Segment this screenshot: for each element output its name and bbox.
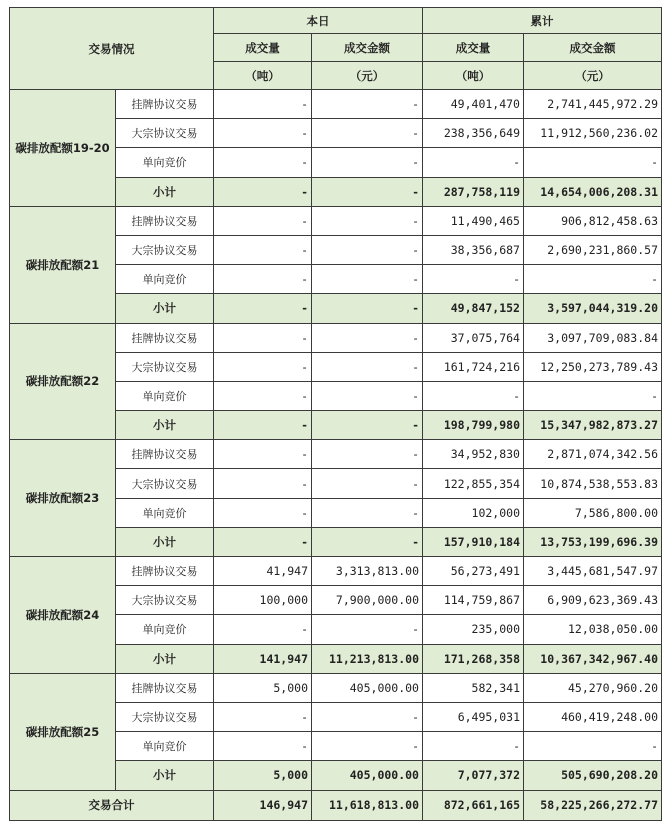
cum-amount-cell: 2,741,445,972.29	[524, 90, 662, 119]
today-amount-cell: -	[312, 381, 423, 410]
cum-amount-cell: 10,367,342,967.40	[524, 644, 662, 673]
trade-type: 单向竞价	[116, 732, 214, 761]
cum-volume-cell: 11,490,465	[423, 206, 524, 235]
today-amount-cell: -	[312, 265, 423, 294]
today-amount-cell: 405,000.00	[312, 761, 423, 790]
cum-amount-cell: 3,445,681,547.97	[524, 557, 662, 586]
group-name: 碳排放配额23	[10, 440, 116, 557]
cum-volume-unit: （吨）	[423, 62, 524, 90]
today-amount-cell: -	[312, 469, 423, 498]
table-row	[10, 90, 662, 119]
today-volume-cell: -	[214, 323, 312, 352]
trade-type: 单向竞价	[116, 381, 214, 410]
cum-amount-cell: 3,597,044,319.20	[524, 294, 662, 323]
today-volume-unit: （吨）	[214, 62, 312, 90]
cum-volume-cell: 171,268,358	[423, 644, 524, 673]
cum-volume-cell: 6,495,031	[423, 702, 524, 731]
cum-volume-cell: -	[423, 148, 524, 177]
subtotal-label: 小计	[116, 294, 214, 323]
table-row	[10, 557, 662, 586]
today-volume-cell: -	[214, 148, 312, 177]
cum-amount-cell: 45,270,960.20	[524, 673, 662, 702]
cum-volume-cell: 161,724,216	[423, 352, 524, 381]
total-row	[10, 790, 662, 820]
today-volume-cell: -	[214, 615, 312, 644]
today-volume-cell: 5,000	[214, 761, 312, 790]
subtotal-label: 小计	[116, 411, 214, 440]
cum-volume-cell: 56,273,491	[423, 557, 524, 586]
subtotal-label: 小计	[116, 177, 214, 206]
today-volume-cell: 100,000	[214, 586, 312, 615]
cum-volume-cell: 37,075,764	[423, 323, 524, 352]
today-amount-cell: -	[312, 294, 423, 323]
today-volume-header: 成交量	[214, 34, 312, 62]
cum-volume-cell: 582,341	[423, 673, 524, 702]
today-volume-cell: -	[214, 411, 312, 440]
subtotal-label: 小计	[116, 761, 214, 790]
trade-type: 挂牌协议交易	[116, 673, 214, 702]
today-volume-cell: -	[214, 90, 312, 119]
cum-amount-cell: 3,097,709,083.84	[524, 323, 662, 352]
today-amount-cell: -	[312, 411, 423, 440]
cum-volume-cell: 235,000	[423, 615, 524, 644]
trade-type: 挂牌协议交易	[116, 323, 214, 352]
cum-amount-cell: 15,347,982,873.27	[524, 411, 662, 440]
cum-volume-cell: 34,952,830	[423, 440, 524, 469]
trade-type: 单向竞价	[116, 498, 214, 527]
cum-volume-cell: 122,855,354	[423, 469, 524, 498]
trade-type: 大宗协议交易	[116, 702, 214, 731]
cum-amount-cell: 14,654,006,208.31	[524, 177, 662, 206]
cum-amount-cell: 505,690,208.20	[524, 761, 662, 790]
table-row	[10, 323, 662, 352]
total-today-volume: 146,947	[214, 790, 312, 820]
subtotal-label: 小计	[116, 644, 214, 673]
cumulative-header: 累计	[423, 8, 662, 34]
today-volume-cell: -	[214, 206, 312, 235]
today-volume-cell: -	[214, 265, 312, 294]
today-amount-cell: -	[312, 323, 423, 352]
trade-info-header: 交易情况	[10, 8, 214, 90]
cum-amount-cell: 10,874,538,553.83	[524, 469, 662, 498]
today-volume-cell: 5,000	[214, 673, 312, 702]
total-cum-volume: 872,661,165	[423, 790, 524, 820]
group-name: 碳排放配额19-20	[10, 90, 116, 207]
today-amount-header: 成交金额	[312, 34, 423, 62]
trade-type: 大宗协议交易	[116, 235, 214, 264]
today-amount-cell: -	[312, 206, 423, 235]
trade-type: 挂牌协议交易	[116, 206, 214, 235]
today-amount-cell: -	[312, 119, 423, 148]
cum-volume-cell: -	[423, 732, 524, 761]
today-volume-cell: -	[214, 235, 312, 264]
trade-summary-table	[9, 7, 662, 821]
today-amount-cell: -	[312, 148, 423, 177]
cum-amount-cell: -	[524, 732, 662, 761]
cum-amount-header: 成交金额	[524, 34, 662, 62]
today-amount-cell: 11,213,813.00	[312, 644, 423, 673]
trade-type: 大宗协议交易	[116, 586, 214, 615]
cum-volume-cell: 238,356,649	[423, 119, 524, 148]
today-amount-cell: 405,000.00	[312, 673, 423, 702]
trade-type: 大宗协议交易	[116, 119, 214, 148]
cum-amount-cell: 2,690,231,860.57	[524, 235, 662, 264]
cum-volume-cell: 157,910,184	[423, 527, 524, 556]
today-amount-cell: -	[312, 732, 423, 761]
trade-type: 挂牌协议交易	[116, 557, 214, 586]
today-volume-cell: -	[214, 119, 312, 148]
cum-amount-cell: 11,912,560,236.02	[524, 119, 662, 148]
cum-amount-cell: 2,871,074,342.56	[524, 440, 662, 469]
today-volume-cell: 141,947	[214, 644, 312, 673]
cum-volume-cell: -	[423, 265, 524, 294]
cum-volume-cell: 49,847,152	[423, 294, 524, 323]
cum-volume-cell: 102,000	[423, 498, 524, 527]
today-volume-cell: 41,947	[214, 557, 312, 586]
today-volume-cell: -	[214, 440, 312, 469]
today-volume-cell: -	[214, 702, 312, 731]
table-row	[10, 206, 662, 235]
today-volume-cell: -	[214, 381, 312, 410]
cum-volume-cell: 198,799,980	[423, 411, 524, 440]
cum-amount-cell: -	[524, 148, 662, 177]
today-amount-cell: -	[312, 90, 423, 119]
today-amount-cell: -	[312, 702, 423, 731]
total-label: 交易合计	[10, 790, 214, 820]
cum-amount-cell: 906,812,458.63	[524, 206, 662, 235]
cum-amount-cell: -	[524, 265, 662, 294]
total-today-amount: 11,618,813.00	[312, 790, 423, 820]
subtotal-label: 小计	[116, 527, 214, 556]
today-amount-cell: -	[312, 177, 423, 206]
today-amount-cell: -	[312, 235, 423, 264]
trade-type: 大宗协议交易	[116, 352, 214, 381]
cum-amount-cell: -	[524, 381, 662, 410]
trade-type: 挂牌协议交易	[116, 90, 214, 119]
trade-type: 大宗协议交易	[116, 469, 214, 498]
cum-amount-unit: （元）	[524, 62, 662, 90]
group-name: 碳排放配额22	[10, 323, 116, 440]
cum-volume-cell: 114,759,867	[423, 586, 524, 615]
trade-type: 挂牌协议交易	[116, 440, 214, 469]
today-amount-cell: -	[312, 527, 423, 556]
today-volume-cell: -	[214, 177, 312, 206]
today-volume-cell: -	[214, 352, 312, 381]
cum-volume-header: 成交量	[423, 34, 524, 62]
cum-amount-cell: 7,586,800.00	[524, 498, 662, 527]
today-volume-cell: -	[214, 294, 312, 323]
today-amount-cell: -	[312, 615, 423, 644]
group-name: 碳排放配额21	[10, 206, 116, 323]
group-name: 碳排放配额25	[10, 673, 116, 790]
cum-amount-cell: 460,419,248.00	[524, 702, 662, 731]
today-amount-cell: -	[312, 440, 423, 469]
table-row	[10, 673, 662, 702]
today-volume-cell: -	[214, 732, 312, 761]
group-name: 碳排放配额24	[10, 557, 116, 674]
trade-type: 单向竞价	[116, 148, 214, 177]
trade-type: 单向竞价	[116, 265, 214, 294]
today-volume-cell: -	[214, 469, 312, 498]
cum-amount-cell: 13,753,199,696.39	[524, 527, 662, 556]
cum-amount-cell: 6,909,623,369.43	[524, 586, 662, 615]
today-amount-cell: 7,900,000.00	[312, 586, 423, 615]
today-amount-cell: -	[312, 498, 423, 527]
today-amount-unit: （元）	[312, 62, 423, 90]
today-amount-cell: -	[312, 352, 423, 381]
cum-volume-cell: -	[423, 381, 524, 410]
table-row	[10, 440, 662, 469]
today-amount-cell: 3,313,813.00	[312, 557, 423, 586]
today-header: 本日	[214, 8, 423, 34]
trade-type: 单向竞价	[116, 615, 214, 644]
cum-volume-cell: 7,077,372	[423, 761, 524, 790]
total-cum-amount: 58,225,266,272.77	[524, 790, 662, 820]
cum-volume-cell: 49,401,470	[423, 90, 524, 119]
cum-volume-cell: 38,356,687	[423, 235, 524, 264]
cum-volume-cell: 287,758,119	[423, 177, 524, 206]
cum-amount-cell: 12,038,050.00	[524, 615, 662, 644]
today-volume-cell: -	[214, 527, 312, 556]
cum-amount-cell: 12,250,273,789.43	[524, 352, 662, 381]
today-volume-cell: -	[214, 498, 312, 527]
